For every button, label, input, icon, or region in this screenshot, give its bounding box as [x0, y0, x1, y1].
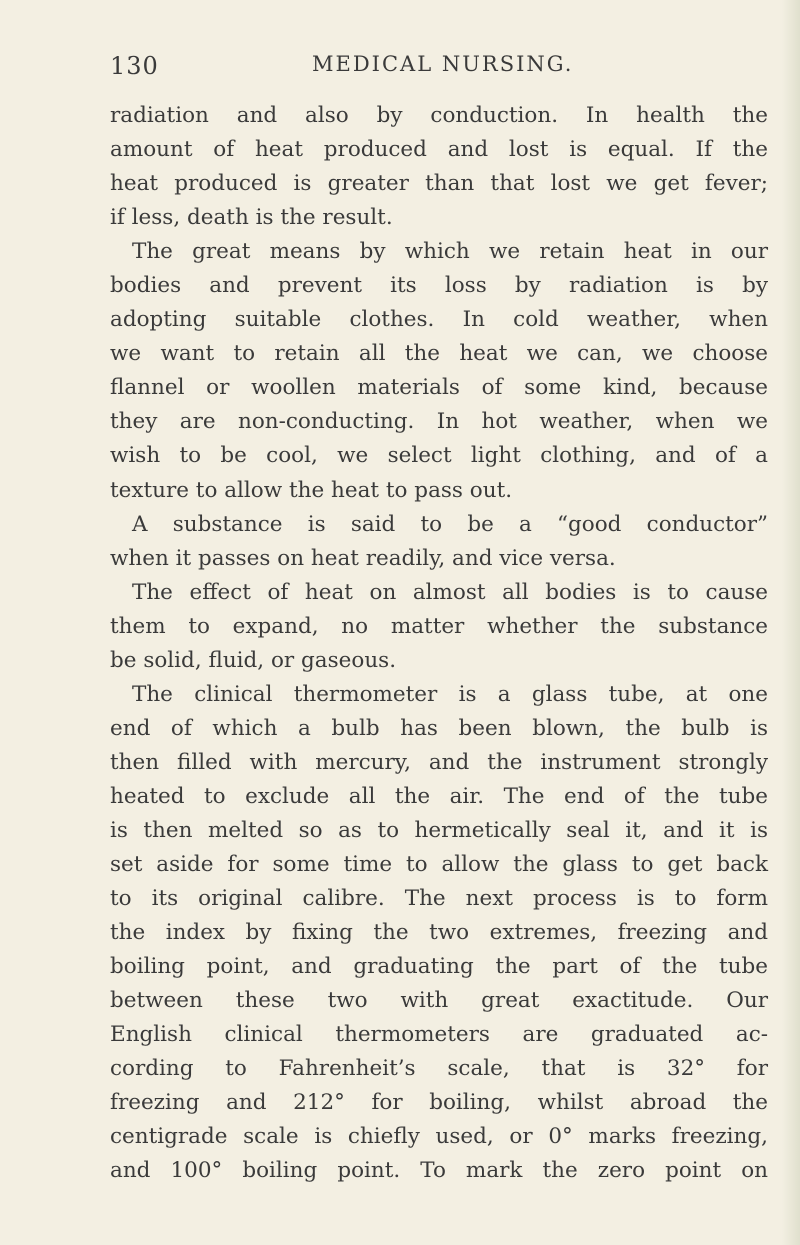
- text-line: set aside for some time to allow the glass to get back: [110, 852, 768, 878]
- text-line: when it passes on heat readily, and vice versa.: [110, 545, 616, 571]
- body-text: [110, 99, 768, 1189]
- text-line: A substance is said to be a “good conductor”: [132, 511, 768, 537]
- text-line: to its original calibre. The next process is to form: [110, 886, 768, 912]
- page-edge-shadow: [782, 0, 800, 1245]
- text-line: we want to retain all the heat we can, we choose: [110, 341, 768, 367]
- text-line: cording to Fahrenheit’s scale, that is 32° for: [110, 1056, 768, 1082]
- text-line: if less, death is the result.: [110, 205, 393, 231]
- page-header: [110, 52, 750, 88]
- text-line: heated to exclude all the air. The end of the tube: [110, 783, 768, 809]
- text-line: them to expand, no matter whether the substance: [110, 613, 768, 639]
- text-line: flannel or woollen materials of some kind, because: [110, 375, 768, 401]
- text-line: The effect of heat on almost all bodies is to cause: [132, 579, 768, 605]
- text-line: end of which a bulb has been blown, the bulb is: [110, 715, 768, 741]
- text-line: between these two with great exactitude. Our: [110, 988, 768, 1014]
- text-line: and 100° boiling point. To mark the zero point on: [110, 1158, 768, 1184]
- text-line: is then melted so as to hermetically seal it, and it is: [110, 817, 768, 843]
- text-line: The clinical thermometer is a glass tube, at one: [132, 681, 768, 707]
- text-line: they are non-conducting. In hot weather, when we: [110, 409, 768, 435]
- text-line: freezing and 212° for boiling, whilst abroad the: [110, 1090, 768, 1116]
- running-title: MEDICAL NURSING.: [312, 52, 574, 76]
- text-line: then filled with mercury, and the instrument strongly: [110, 749, 768, 775]
- text-line: The great means by which we retain heat in our: [132, 239, 768, 265]
- text-line: boiling point, and graduating the part of the tube: [110, 954, 768, 980]
- text-line: adopting suitable clothes. In cold weather, when: [110, 307, 768, 333]
- text-line: texture to allow the heat to pass out.: [110, 477, 513, 503]
- page-number: 130: [110, 52, 159, 80]
- text-line: English clinical thermometers are graduated ac-: [110, 1022, 768, 1048]
- text-line: amount of heat produced and lost is equal. If the: [110, 137, 768, 163]
- text-line: bodies and prevent its loss by radiation is by: [110, 273, 768, 299]
- text-line: radiation and also by conduction. In health the: [110, 103, 768, 128]
- text-line: centigrade scale is chiefly used, or 0° marks freezing,: [110, 1124, 768, 1150]
- text-line: the index by fixing the two extremes, freezing and: [110, 920, 768, 946]
- text-line: heat produced is greater than that lost we get fever;: [110, 171, 768, 197]
- text-line: be solid, fluid, or gaseous.: [110, 647, 397, 673]
- text-line: wish to be cool, we select light clothing, and of a: [110, 443, 768, 469]
